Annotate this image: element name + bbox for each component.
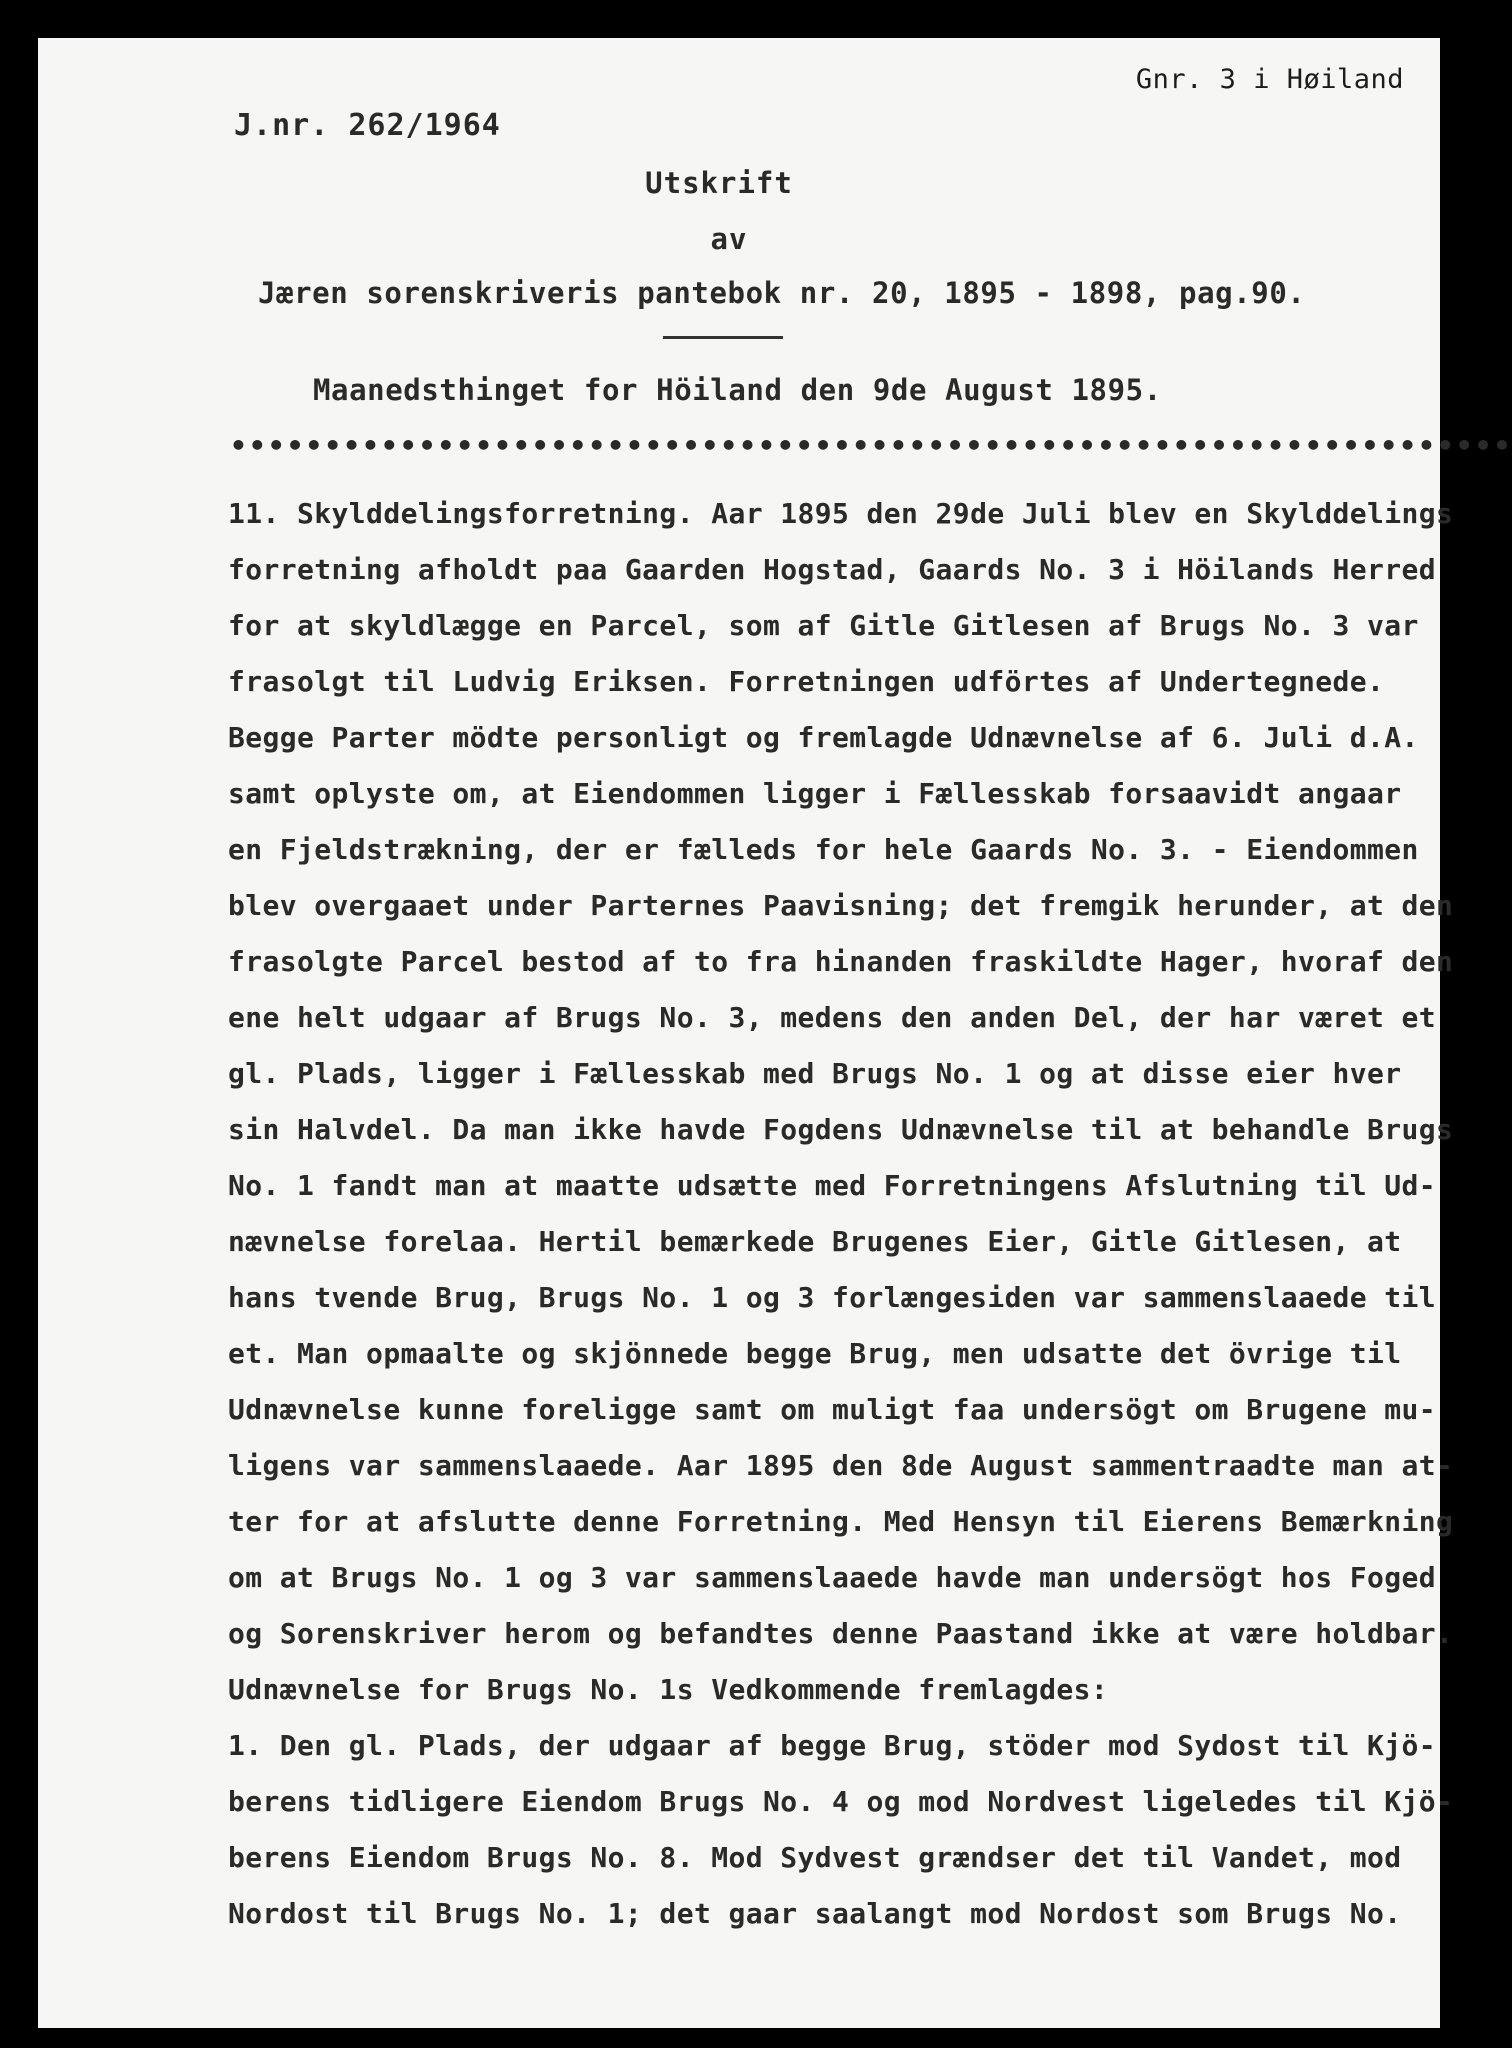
body-line: et. Man opmaalte og skjönnede begge Brug, men udsatte det övrige til <box>228 1337 1402 1370</box>
body-line: No. 1 fandt man at maatte udsætte med Forretningens Afslutning til Ud- <box>228 1169 1437 1202</box>
body-line: gl. Plads, ligger i Fællesskab med Brugs No. 1 og at disse eier hver <box>228 1057 1402 1090</box>
body-line: ter for at afslutte denne Forretning. Med Hensyn til Eierens Bemærkning <box>228 1505 1454 1538</box>
body-line: Udnævnelse kunne foreligge samt om muligt faa undersögt om Brugene mu- <box>228 1393 1437 1426</box>
body-line: en Fjeldstrækning, der er fælleds for hele Gaards No. 3. - Eiendommen <box>228 833 1419 866</box>
body-line: forretning afholdt paa Gaarden Hogstad, Gaards No. 3 i Höilands Herred <box>228 553 1437 586</box>
dotted-separator: •••••••••••••••••••••••••••••••••••••••••••••••••••••••••••••••••••• <box>230 429 1512 462</box>
body-line: sin Halvdel. Da man ikke havde Fogdens Udnævnelse til at behandle Brugs <box>228 1113 1454 1146</box>
document-page <box>38 38 1512 2028</box>
title-underline <box>663 336 783 339</box>
body-line: Begge Parter mödte personligt og fremlagde Udnævnelse af 6. Juli d.A. <box>228 721 1419 754</box>
document-body <box>228 486 1454 1942</box>
body-line: blev overgaaet under Parternes Paavisning; det fremgik herunder, at den <box>228 889 1454 922</box>
body-line: nævnelse forelaa. Hertil bemærkede Brugenes Eier, Gitle Gitlesen, at <box>228 1225 1402 1258</box>
journal-number: J.nr. 262/1964 <box>234 108 501 143</box>
body-line: hans tvende Brug, Brugs No. 1 og 3 forlængesiden var sammenslaaede til <box>228 1281 1437 1314</box>
body-line: for at skyldlægge en Parcel, som af Gitle Gitlesen af Brugs No. 3 var <box>228 609 1419 642</box>
body-line: Nordost til Brugs No. 1; det gaar saalangt mod Nordost som Brugs No. <box>228 1897 1402 1930</box>
title-av: av <box>710 222 748 256</box>
meeting-heading: Maanedsthinget for Höiland den 9de August 1895. <box>313 373 1162 407</box>
body-line: ene helt udgaar af Brugs No. 3, medens den anden Del, der har været et <box>228 1001 1437 1034</box>
property-reference: Gnr. 3 i Høiland <box>1135 64 1404 95</box>
source-reference: Jæren sorenskriveris pantebok nr. 20, 1895 - 1898, pag.90. <box>258 276 1306 310</box>
body-line: om at Brugs No. 1 og 3 var sammenslaaede havde man undersögt hos Foged <box>228 1561 1437 1594</box>
body-line: frasolgte Parcel bestod af to fra hinanden fraskildte Hager, hvoraf den <box>228 945 1454 978</box>
body-line: og Sorenskriver herom og befandtes denne Paastand ikke at være holdbar. <box>228 1617 1454 1650</box>
body-line: 1. Den gl. Plads, der udgaar af begge Brug, stöder mod Sydost til Kjö- <box>228 1729 1437 1762</box>
body-line: samt oplyste om, at Eiendommen ligger i Fællesskab forsaavidt angaar <box>228 777 1402 810</box>
body-line: 11. Skylddelingsforretning. Aar 1895 den 29de Juli blev en Skylddelings <box>228 497 1454 530</box>
body-line: frasolgt til Ludvig Eriksen. Forretningen udförtes af Undertegnede. <box>228 665 1385 698</box>
body-line: ligens var sammenslaaede. Aar 1895 den 8de August sammentraadte man at- <box>228 1449 1454 1482</box>
title-utskrift: Utskrift <box>645 166 793 200</box>
body-line: Udnævnelse for Brugs No. 1s Vedkommende fremlagdes: <box>228 1673 1109 1706</box>
body-line: berens Eiendom Brugs No. 8. Mod Sydvest grændser det til Vandet, mod <box>228 1841 1402 1874</box>
body-line: berens tidligere Eiendom Brugs No. 4 og mod Nordvest ligeledes til Kjö- <box>228 1785 1454 1818</box>
